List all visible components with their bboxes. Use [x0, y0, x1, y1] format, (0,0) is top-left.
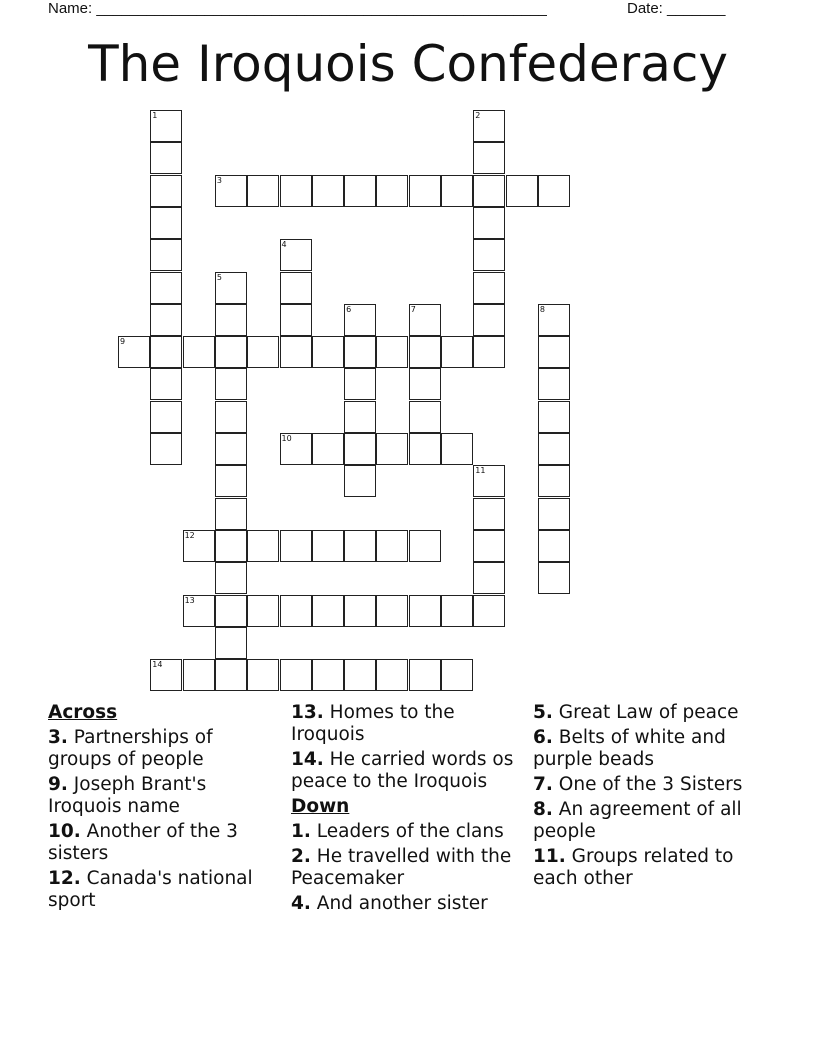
clues-column-1 [48, 702, 278, 915]
clue-number: 2. [291, 846, 311, 867]
clue-number: 10. [48, 821, 81, 842]
crossword-cell[interactable] [376, 659, 408, 691]
crossword-cell[interactable] [344, 595, 376, 627]
crossword-cell[interactable] [506, 175, 538, 207]
crossword-cell[interactable] [280, 595, 312, 627]
crossword-cell[interactable] [441, 336, 473, 368]
crossword-cell[interactable] [409, 530, 441, 562]
crossword-cell[interactable] [344, 530, 376, 562]
clue-number: 13. [291, 702, 324, 723]
crossword-cell[interactable] [441, 595, 473, 627]
crossword-cell[interactable] [215, 627, 247, 659]
crossword-cell[interactable] [280, 530, 312, 562]
crossword-cell[interactable] [215, 175, 247, 207]
crossword-cell[interactable] [215, 368, 247, 400]
clue-number-label: 8 [539, 304, 545, 314]
clue-text: An agreement of all people [533, 799, 742, 842]
crossword-cell[interactable] [215, 401, 247, 433]
clue-text: Great Law of peace [558, 702, 739, 723]
clue-number-label: 13 [184, 595, 195, 605]
clue-text: Homes to the Iroquois [291, 702, 455, 745]
crossword-cell[interactable] [215, 595, 247, 627]
crossword-cell[interactable] [376, 336, 408, 368]
crossword-cell[interactable] [376, 433, 408, 465]
crossword-cell[interactable] [280, 659, 312, 691]
crossword-cell[interactable] [344, 433, 376, 465]
crossword-cell[interactable] [538, 498, 570, 530]
crossword-cell[interactable] [247, 336, 279, 368]
clue-number: 5. [533, 702, 553, 723]
crossword-cell[interactable] [473, 272, 505, 304]
clue-text: Canada's national sport [48, 868, 253, 911]
crossword-cell[interactable] [473, 595, 505, 627]
clue-across-9 [48, 774, 278, 818]
crossword-cell[interactable] [150, 659, 182, 691]
clue-down-11 [533, 846, 773, 890]
crossword-cell[interactable] [473, 304, 505, 336]
crossword-cell[interactable] [150, 433, 182, 465]
clues-column-2 [291, 702, 521, 918]
crossword-cell[interactable] [441, 175, 473, 207]
clue-text: Leaders of the clans [316, 821, 504, 842]
crossword-cell[interactable] [473, 207, 505, 239]
crossword-cell[interactable] [409, 304, 441, 336]
clue-number-label: 5 [216, 272, 222, 282]
crossword-cell[interactable] [344, 304, 376, 336]
crossword-cell[interactable] [538, 336, 570, 368]
crossword-cell[interactable] [441, 659, 473, 691]
clue-number-label: 10 [281, 434, 292, 443]
clue-down-1 [291, 821, 521, 843]
crossword-cell[interactable] [312, 175, 344, 207]
clue-down-2 [291, 846, 521, 890]
crossword-cell[interactable] [538, 304, 570, 336]
crossword-cell[interactable] [538, 562, 570, 594]
crossword-cell[interactable] [473, 530, 505, 562]
header [48, 0, 748, 20]
crossword-cell[interactable] [344, 659, 376, 691]
clues-column-3 [533, 702, 773, 893]
crossword-cell[interactable] [280, 239, 312, 271]
crossword-cell[interactable] [409, 175, 441, 207]
name-field-label: Name: ______________________________________________________ [48, 0, 547, 17]
clue-number-label: 3 [216, 175, 222, 185]
clue-text: Partnerships of groups of people [48, 727, 213, 770]
clue-number: 1. [291, 821, 311, 842]
clue-across-14 [291, 749, 521, 793]
crossword-cell[interactable] [441, 433, 473, 465]
crossword-cell[interactable] [280, 272, 312, 304]
clue-text: Belts of white and purple beads [533, 727, 726, 770]
clue-number: 6. [533, 727, 553, 748]
crossword-cell[interactable] [312, 336, 344, 368]
clue-text: And another sister [316, 893, 488, 914]
clue-number-label: 14 [152, 660, 163, 670]
clue-down-5 [533, 702, 773, 724]
crossword-cell[interactable] [150, 239, 182, 271]
crossword-cell[interactable] [409, 401, 441, 433]
crossword-cell[interactable] [150, 368, 182, 400]
clue-number-label: 6 [346, 304, 352, 314]
crossword-cell[interactable] [409, 595, 441, 627]
crossword-cell[interactable] [215, 304, 247, 336]
clue-number: 7. [533, 774, 553, 795]
crossword-cell[interactable] [376, 175, 408, 207]
puzzle-title: The Iroquois Confederacy [88, 35, 728, 93]
crossword-cell[interactable] [247, 595, 279, 627]
crossword-cell[interactable] [538, 175, 570, 207]
crossword-cell[interactable] [183, 595, 215, 627]
crossword-cell[interactable] [376, 595, 408, 627]
crossword-cell[interactable] [312, 433, 344, 465]
date-field-label: Date: _______ [627, 0, 726, 17]
clue-down-8 [533, 799, 773, 843]
clue-across-12 [48, 868, 278, 912]
clue-across-13 [291, 702, 521, 746]
crossword-cell[interactable] [247, 175, 279, 207]
clue-number: 14. [291, 749, 324, 770]
crossword-cell[interactable] [473, 465, 505, 497]
clue-number-label: 9 [120, 337, 126, 347]
crossword-cell[interactable] [280, 175, 312, 207]
clue-down-4 [291, 893, 521, 915]
crossword-cell[interactable] [247, 659, 279, 691]
clue-text: Joseph Brant's Iroquois name [48, 774, 207, 817]
crossword-cell[interactable] [150, 401, 182, 433]
clue-number: 4. [291, 893, 311, 914]
crossword-cell[interactable] [344, 465, 376, 497]
clue-number: 11. [533, 846, 566, 867]
crossword-cell[interactable] [150, 110, 182, 142]
crossword-cell[interactable] [280, 433, 312, 465]
crossword-cell[interactable] [409, 368, 441, 400]
crossword-cell[interactable] [473, 239, 505, 271]
crossword-cell[interactable] [538, 530, 570, 562]
crossword-grid [118, 110, 570, 692]
clue-text: Another of the 3 sisters [48, 821, 238, 864]
crossword-cell[interactable] [473, 498, 505, 530]
clue-text: One of the 3 Sisters [558, 774, 743, 795]
crossword-cell[interactable] [215, 498, 247, 530]
crossword-cell[interactable] [150, 175, 182, 207]
crossword-cell[interactable] [473, 562, 505, 594]
crossword-cell[interactable] [150, 142, 182, 174]
clue-across-10 [48, 821, 278, 865]
clue-number-label: 4 [281, 240, 287, 250]
crossword-cell[interactable] [215, 465, 247, 497]
crossword-cell[interactable] [215, 530, 247, 562]
crossword-cell[interactable] [280, 304, 312, 336]
crossword-cell[interactable] [409, 336, 441, 368]
clue-number-label: 7 [410, 304, 416, 314]
across-heading: Across [48, 702, 118, 723]
crossword-cell[interactable] [183, 530, 215, 562]
crossword-cell[interactable] [150, 272, 182, 304]
crossword-cell[interactable] [215, 659, 247, 691]
crossword-cell[interactable] [312, 595, 344, 627]
clue-down-6 [533, 727, 773, 771]
crossword-cell[interactable] [344, 336, 376, 368]
clue-text: He travelled with the Peacemaker [291, 846, 512, 889]
clue-down-7 [533, 774, 773, 796]
crossword-cell[interactable] [215, 562, 247, 594]
crossword-cell[interactable] [538, 465, 570, 497]
crossword-cell[interactable] [118, 336, 150, 368]
clue-number-label: 12 [184, 530, 195, 540]
clue-number-label: 2 [475, 111, 481, 120]
down-heading: Down [291, 796, 350, 817]
clue-text: He carried words os peace to the Iroquois [291, 749, 514, 792]
crossword-cell[interactable] [473, 336, 505, 368]
crossword-cell[interactable] [150, 336, 182, 368]
clue-across-3 [48, 727, 278, 771]
crossword-cell[interactable] [409, 433, 441, 465]
crossword-cell[interactable] [312, 530, 344, 562]
crossword-cell[interactable] [215, 433, 247, 465]
crossword-cell[interactable] [538, 401, 570, 433]
crossword-cell[interactable] [247, 530, 279, 562]
crossword-cell[interactable] [183, 659, 215, 691]
crossword-cell[interactable] [376, 530, 408, 562]
crossword-cell[interactable] [538, 368, 570, 400]
crossword-cell[interactable] [280, 336, 312, 368]
crossword-cell[interactable] [473, 110, 505, 142]
clue-number-label: 11 [475, 466, 486, 476]
crossword-cell[interactable] [344, 368, 376, 400]
crossword-cell[interactable] [312, 659, 344, 691]
crossword-cell[interactable] [183, 336, 215, 368]
crossword-cell[interactable] [409, 659, 441, 691]
crossword-cell[interactable] [473, 142, 505, 174]
crossword-cell[interactable] [473, 175, 505, 207]
clue-text: Groups related to each other [533, 846, 734, 889]
clue-number: 9. [48, 774, 68, 795]
crossword-cell[interactable] [215, 272, 247, 304]
clue-number: 3. [48, 727, 68, 748]
clue-number: 8. [533, 799, 553, 820]
clue-number-label: 1 [152, 111, 158, 120]
crossword-cell[interactable] [538, 433, 570, 465]
crossword-cell[interactable] [344, 175, 376, 207]
crossword-cell[interactable] [150, 207, 182, 239]
crossword-cell[interactable] [150, 304, 182, 336]
clue-number: 12. [48, 868, 81, 889]
crossword-cell[interactable] [215, 336, 247, 368]
crossword-cell[interactable] [344, 401, 376, 433]
